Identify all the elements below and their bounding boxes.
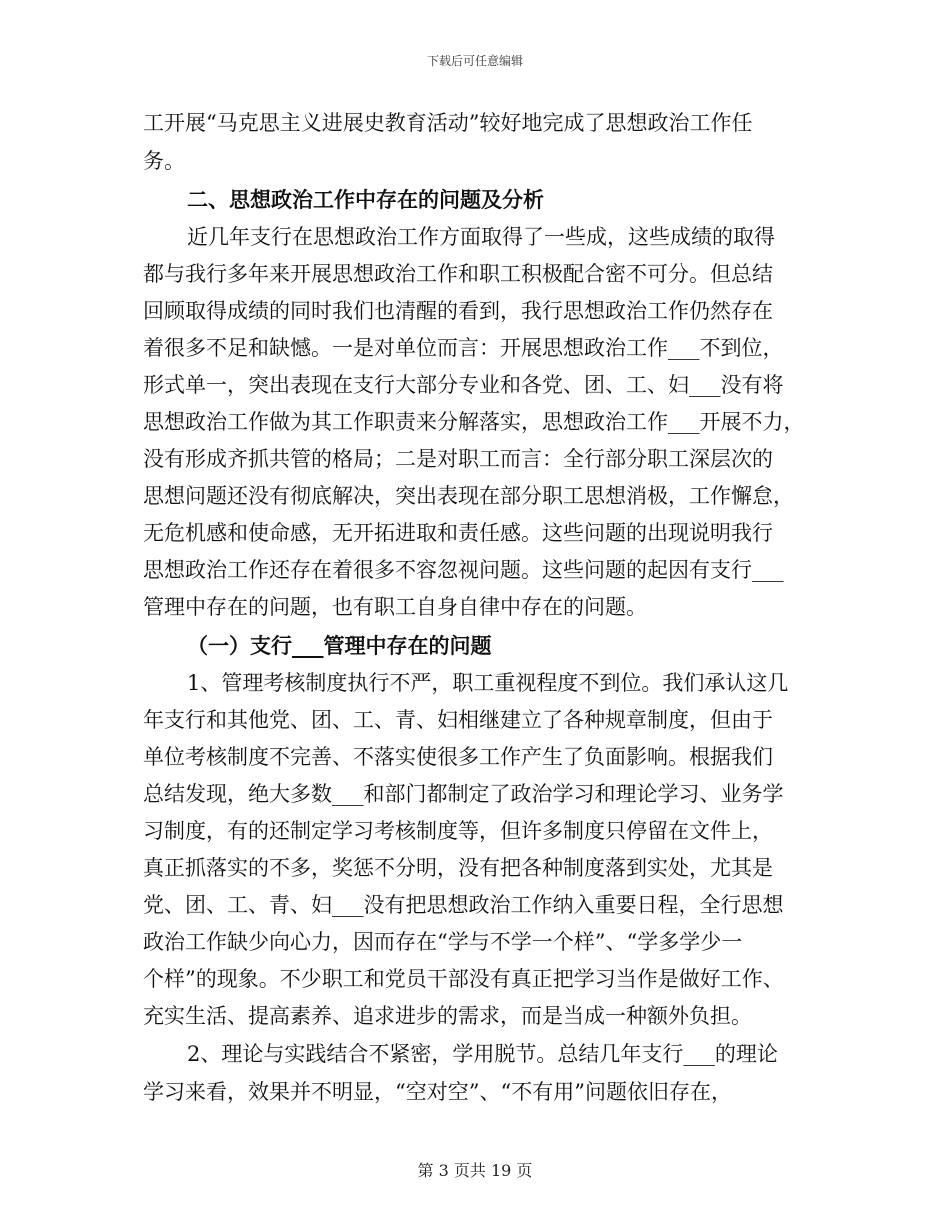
subsection-heading: （一）支行___管理中存在的问题 <box>187 633 492 658</box>
section-heading: 二、思想政治工作中存在的问题及分析 <box>187 187 544 212</box>
body-line: 年支行和其他党、团、工、青、妇相继建立了各种规章制度，但由于 <box>143 708 773 732</box>
body-line: 务。 <box>143 149 185 173</box>
body-line: 近几年支行在思想政治工作方面取得了一些成，这些成绩的取得 <box>187 225 775 249</box>
body-line: 1、管理考核制度执行不严，职工重视程度不到位。我们承认这几 <box>187 671 789 695</box>
body-line: 充实生活、提高素养、追求进步的需求，而是当成一种额外负担。 <box>143 1004 752 1028</box>
body-line: 工开展“马克思主义进展史教育活动”较好地完成了思想政治工作任 <box>143 111 753 135</box>
body-line: 总结发现，绝大多数___和部门都制定了政治学习和理论学习、业务学 <box>143 782 784 806</box>
body-line: 党、团、工、青、妇___没有把思想政治工作纳入重要日程，全行思想 <box>143 893 784 917</box>
body-line: 回顾取得成绩的同时我们也清醒的看到，我行思想政治工作仍然存在 <box>143 299 773 323</box>
body-line: 没有形成齐抓共管的格局；二是对职工而言：全行部分职工深层次的 <box>143 447 773 471</box>
page-footer: 第 3 页共 19 页 <box>417 1161 533 1180</box>
body-line: 2、理论与实践结合不紧密，学用脱节。总结几年支行___的理论 <box>187 1042 778 1066</box>
body-line: 习制度，有的还制定学习考核制度等，但许多制度只停留在文件上， <box>143 819 773 843</box>
body-line: 都与我行多年来开展思想政治工作和职工积极配合密不可分。但总结 <box>143 262 773 286</box>
body-line: 学习来看，效果并不明显，“空对空”、“不有用”问题依旧存在， <box>143 1080 732 1104</box>
body-line: 管理中存在的问题，也有职工自身自律中存在的问题。 <box>143 595 647 619</box>
body-line: 个样”的现象。不少职工和党员干部没有真正把学习当作是做好工作、 <box>143 967 784 991</box>
body-line: 真正抓落实的不多，奖惩不分明，没有把各种制度落到实处，尤其是 <box>143 856 773 880</box>
body-line: 思想问题还没有彻底解决，突出表现在部分职工思想消极，工作懈怠， <box>143 484 794 508</box>
page-header: 下载后可任意编辑 <box>426 54 523 68</box>
body-line: 形式单一，突出表现在支行大部分专业和各党、团、工、妇___没有将 <box>143 373 784 397</box>
body-line: 无危机感和使命感，无开拓进取和责任感。这些问题的出现说明我行 <box>143 521 773 545</box>
body-line: 着很多不足和缺憾。一是对单位而言：开展思想政治工作___不到位， <box>143 336 784 360</box>
body-line: 单位考核制度不完善、不落实使很多工作产生了负面影响。根据我们 <box>143 745 773 769</box>
body-line: 政治工作缺少向心力，因而存在“学与不学一个样”、“学多学少一 <box>143 930 743 954</box>
body-line: 思想政治工作还存在着很多不容忽视问题。这些问题的起因有支行___ <box>143 558 784 582</box>
body-line: 思想政治工作做为其工作职责来分解落实，思想政治工作___开展不力， <box>143 410 805 434</box>
